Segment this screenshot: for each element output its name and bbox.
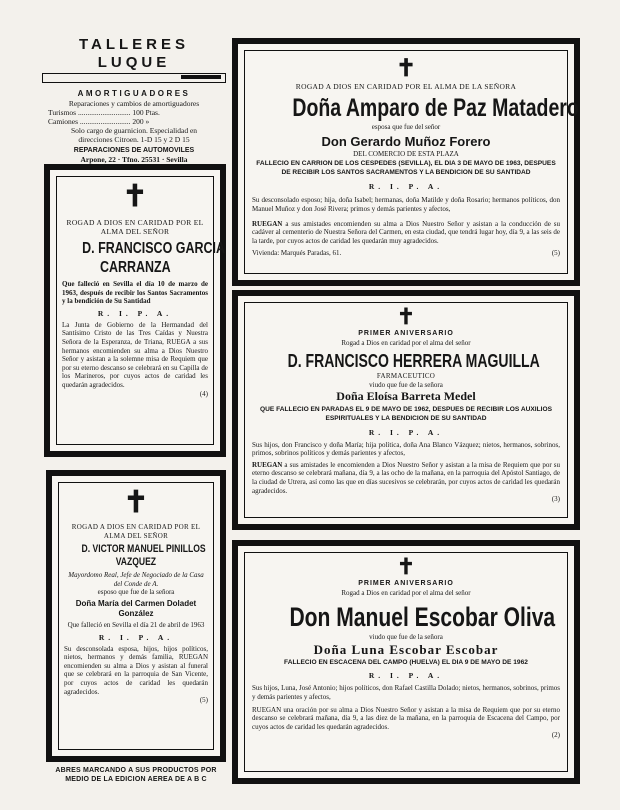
ad-line-2: Turismos ............................ 100 Ptas. <box>48 108 160 117</box>
notice-ref: (4) <box>199 389 208 398</box>
footer-ad-line2: MEDIO DE LA EDICION AEREA DE A B C <box>65 776 207 783</box>
rip-line: R. I. P. A. <box>368 182 444 192</box>
notice-intro: ROGAD A DIOS EN CARIDAD POR EL ALMA DEL SEÑOR <box>66 218 204 236</box>
ruegan-body: a sus amistades encomienden su alma a Dios Nuestro Señor y asistan a la conducción de su cadáver al cementerio de Nuestra Señora del Carmen, en esta ciudad, que tendrá lugar hoy, día 9, a las seis de la tarde, por cuyos actos de caridad les quedarán muy agradecidos. <box>252 219 561 245</box>
cross-icon: ✝ <box>396 554 416 580</box>
notice-intro: Rogad a Dios en caridad por el alma del señor <box>341 588 471 597</box>
cross-icon: ✝ <box>395 53 417 82</box>
deceased-name-line1: D. VICTOR MANUEL PINILLOS <box>81 543 206 556</box>
ad-brand: TALLERES LUQUE <box>78 36 190 71</box>
deceased-name-line2: CARRANZA <box>99 259 171 276</box>
notice-intro: ROGAD A DIOS EN CARIDAD POR EL ALMA DEL SEÑOR <box>71 523 201 540</box>
deceased-name-line2: VAZQUEZ <box>115 556 157 569</box>
notice-ref: (5) <box>551 249 560 258</box>
notice-herrera-maguilla <box>232 290 580 530</box>
ruegan-label: RUEGAN <box>252 219 283 228</box>
ad-amortiguadores: AMORTIGUADORES <box>77 89 191 98</box>
deceased-name: D. FRANCISCO HERRERA MAGUILLA <box>287 351 540 372</box>
ruegan-label: RUEGAN <box>252 460 283 469</box>
ad-line-7: Arpone, 22 · Tfno. 25531 · Sevilla <box>80 155 188 164</box>
anniversary-label: PRIMER ANIVERSARIO <box>358 580 454 587</box>
spouse-intro: esposo que fue de la señora <box>97 588 175 597</box>
ad-line-1: Reparaciones y cambios de amortiguadores <box>68 99 200 108</box>
talleres-luque-ad <box>40 36 228 164</box>
notice-body: Su desconsolada esposa, hijos, hijos políticos, nietos, hermanos y demás familia, RUEGAN encomienden su alma a Dios y asistan al funeral que se celebrará en la parroquia de San Vicente, por cuyos actos de caridad les quedarán agradecidos. <box>64 644 208 696</box>
ad-line-6: REPARACIONES DE AUTOMOVILES <box>73 147 195 154</box>
notice-ref: (3) <box>551 495 560 504</box>
cross-icon: ✝ <box>396 304 416 330</box>
family-text: Su desconsolado esposo; hija, doña Isabel; hermanas, doña Matilde y doña Rosario; hermanos políticos, don Manuel Muñoz y don José Rivera; primos y demás parientes y afectos, <box>252 196 560 213</box>
spouse-intro: esposa que fue del señor <box>371 123 441 131</box>
ruegan-text: RUEGAN una oración por su alma a Dios Nuestro Señor y asistan a la misa de Requiem que por su eterno descanso se celebrará mañana, día 9, a las diez de la mañana, en la parroquia de Escacena del Campo, por cuyos actos de caridad les quedarán agradecidos. <box>252 705 560 731</box>
ruegan-text <box>252 220 560 246</box>
address-line: Vivienda: Marqués Paradas, 61. (5) <box>252 249 560 258</box>
notice-body: La Junta de Gobierno de la Hermandad del Santísimo Cristo de las Tres Caídas y Nuestra Señora de la Esperanza, de Triana, RUEGA a sus hermanos encomienden su alma a Dios Nuestro Señor y asistan a la solemne misa de Requiem que por su eterno descanso se celebrará en su Capilla de los Marineros, por cuyos actos de caridad les quedarán agradecidos. <box>62 320 208 389</box>
rip-line: R. I. P. A. <box>368 671 444 681</box>
spouse-role: DEL COMERCIO DE ESTA PLAZA <box>353 149 459 158</box>
deceased-title: Mayordomo Real, Jefe de Negociado de la Casa del Conde de A. <box>68 571 204 588</box>
spouse-name: Doña María del Carmen Doladet González <box>75 598 197 618</box>
death-info: Que falleció en Sevilla el día 10 de marzo de 1963, después de recibir los Santos Sacramentos y la bendición de Su Santidad <box>62 280 208 306</box>
deceased-name: Doña Amparo de Paz Matadero <box>292 94 579 122</box>
notice-intro: ROGAD A DIOS EN CARIDAD POR EL ALMA DE LA SEÑORA <box>295 82 517 91</box>
footer-ad <box>46 766 226 788</box>
ad-brand-underline <box>42 73 226 83</box>
footer-ad-line1: ABRES MARCANDO A SUS PRODUCTOS POR <box>55 767 217 774</box>
family-text: Sus hijos, Luna, José Antonio; hijos políticos, don Rafael Castilla Dolado; nietos, hermanos, sobrinos, primos y demás parientes y afectos, <box>252 684 560 701</box>
death-info: FALLECIO EN CARRION DE LOS CESPEDES (SEVILLA), EL DIA 3 DE MAYO DE 1963, DESPUES DE RECIBIR LOS SANTOS SACRAMENTOS Y LA BENDICION DE SU SANTIDAD <box>256 160 556 176</box>
ruegan-body: a sus amistades le encomienden a Dios Nuestro Señor y asistan a la misa de Requiem que por su eterno descanso se celebrará mañana, día 9, a las ocho de la mañana, en la parroquia del Apóstol Santiago, de la ciudad de Utrera, así como las que en días sucesivos se celebrarán, por cuyos actos de caridad les quedarán agradecidos. <box>252 460 561 495</box>
ad-line-5: direcciones Citroen. 1-D 15 y 2 D 15 <box>78 135 190 144</box>
death-info: FALLECIO EN ESCACENA DEL CAMPO (HUELVA) EL DIA 9 DE MAYO DE 1962 <box>284 658 528 666</box>
anniversary-label: PRIMER ANIVERSARIO <box>358 330 454 337</box>
deceased-name-line1: D. FRANCISCO GARCIA <box>82 240 225 257</box>
ad-line-4: Solo cargo de guarnicion. Especialidad en <box>70 126 198 135</box>
notice-ref: (2) <box>551 731 560 740</box>
rip-line: R. I. P. A. <box>368 427 444 437</box>
spouse-name: Doña Eloísa Barreta Medel <box>336 389 476 404</box>
rip-line: R. I. P. A. <box>98 632 174 642</box>
notice-intro: Rogad a Dios en caridad por el alma del señor <box>341 338 471 347</box>
spouse-name: Doña Luna Escobar Escobar <box>313 641 499 657</box>
deceased-role: FARMACEUTICO <box>376 372 436 381</box>
deceased-name: Don Manuel Escobar Oliva <box>289 602 556 633</box>
cross-icon: ✝ <box>123 485 149 520</box>
spouse-name: Don Gerardo Muñoz Forero <box>321 133 491 149</box>
notice-escobar-oliva <box>232 540 580 784</box>
spouse-intro: viudo que fue de la señora <box>369 633 443 642</box>
family-text: Sus hijos, don Francisco y doña María; hija política, doña Ana Blanco Vázquez; nietos, hermanos, sobrinos, primos, sobrinos políticos y demás parientes y afectos, <box>252 440 560 458</box>
death-info: Que falleció en Sevilla el día 21 de abril de 1963 <box>67 620 205 629</box>
spouse-intro: viudo que fue de la señora <box>369 380 443 389</box>
ad-line-3: Camiones ........................... 200 » <box>48 117 150 126</box>
ruegan-text <box>252 461 560 495</box>
notice-ref: (5) <box>199 696 208 705</box>
death-info: QUE FALLECIO EN PARADAS EL 9 DE MAYO DE 1962, DESPUES DE RECIBIR LOS AUXILIOS ESPIRITUALES Y LA BENDICION DE SU SANTIDAD <box>259 406 552 422</box>
notice-garcia-carranza <box>44 164 226 457</box>
notice-amparo-de-paz <box>232 38 580 286</box>
rip-line: R. I. P. A. <box>97 308 173 318</box>
notice-pinillos-vazquez <box>46 470 226 762</box>
cross-icon: ✝ <box>122 179 148 214</box>
